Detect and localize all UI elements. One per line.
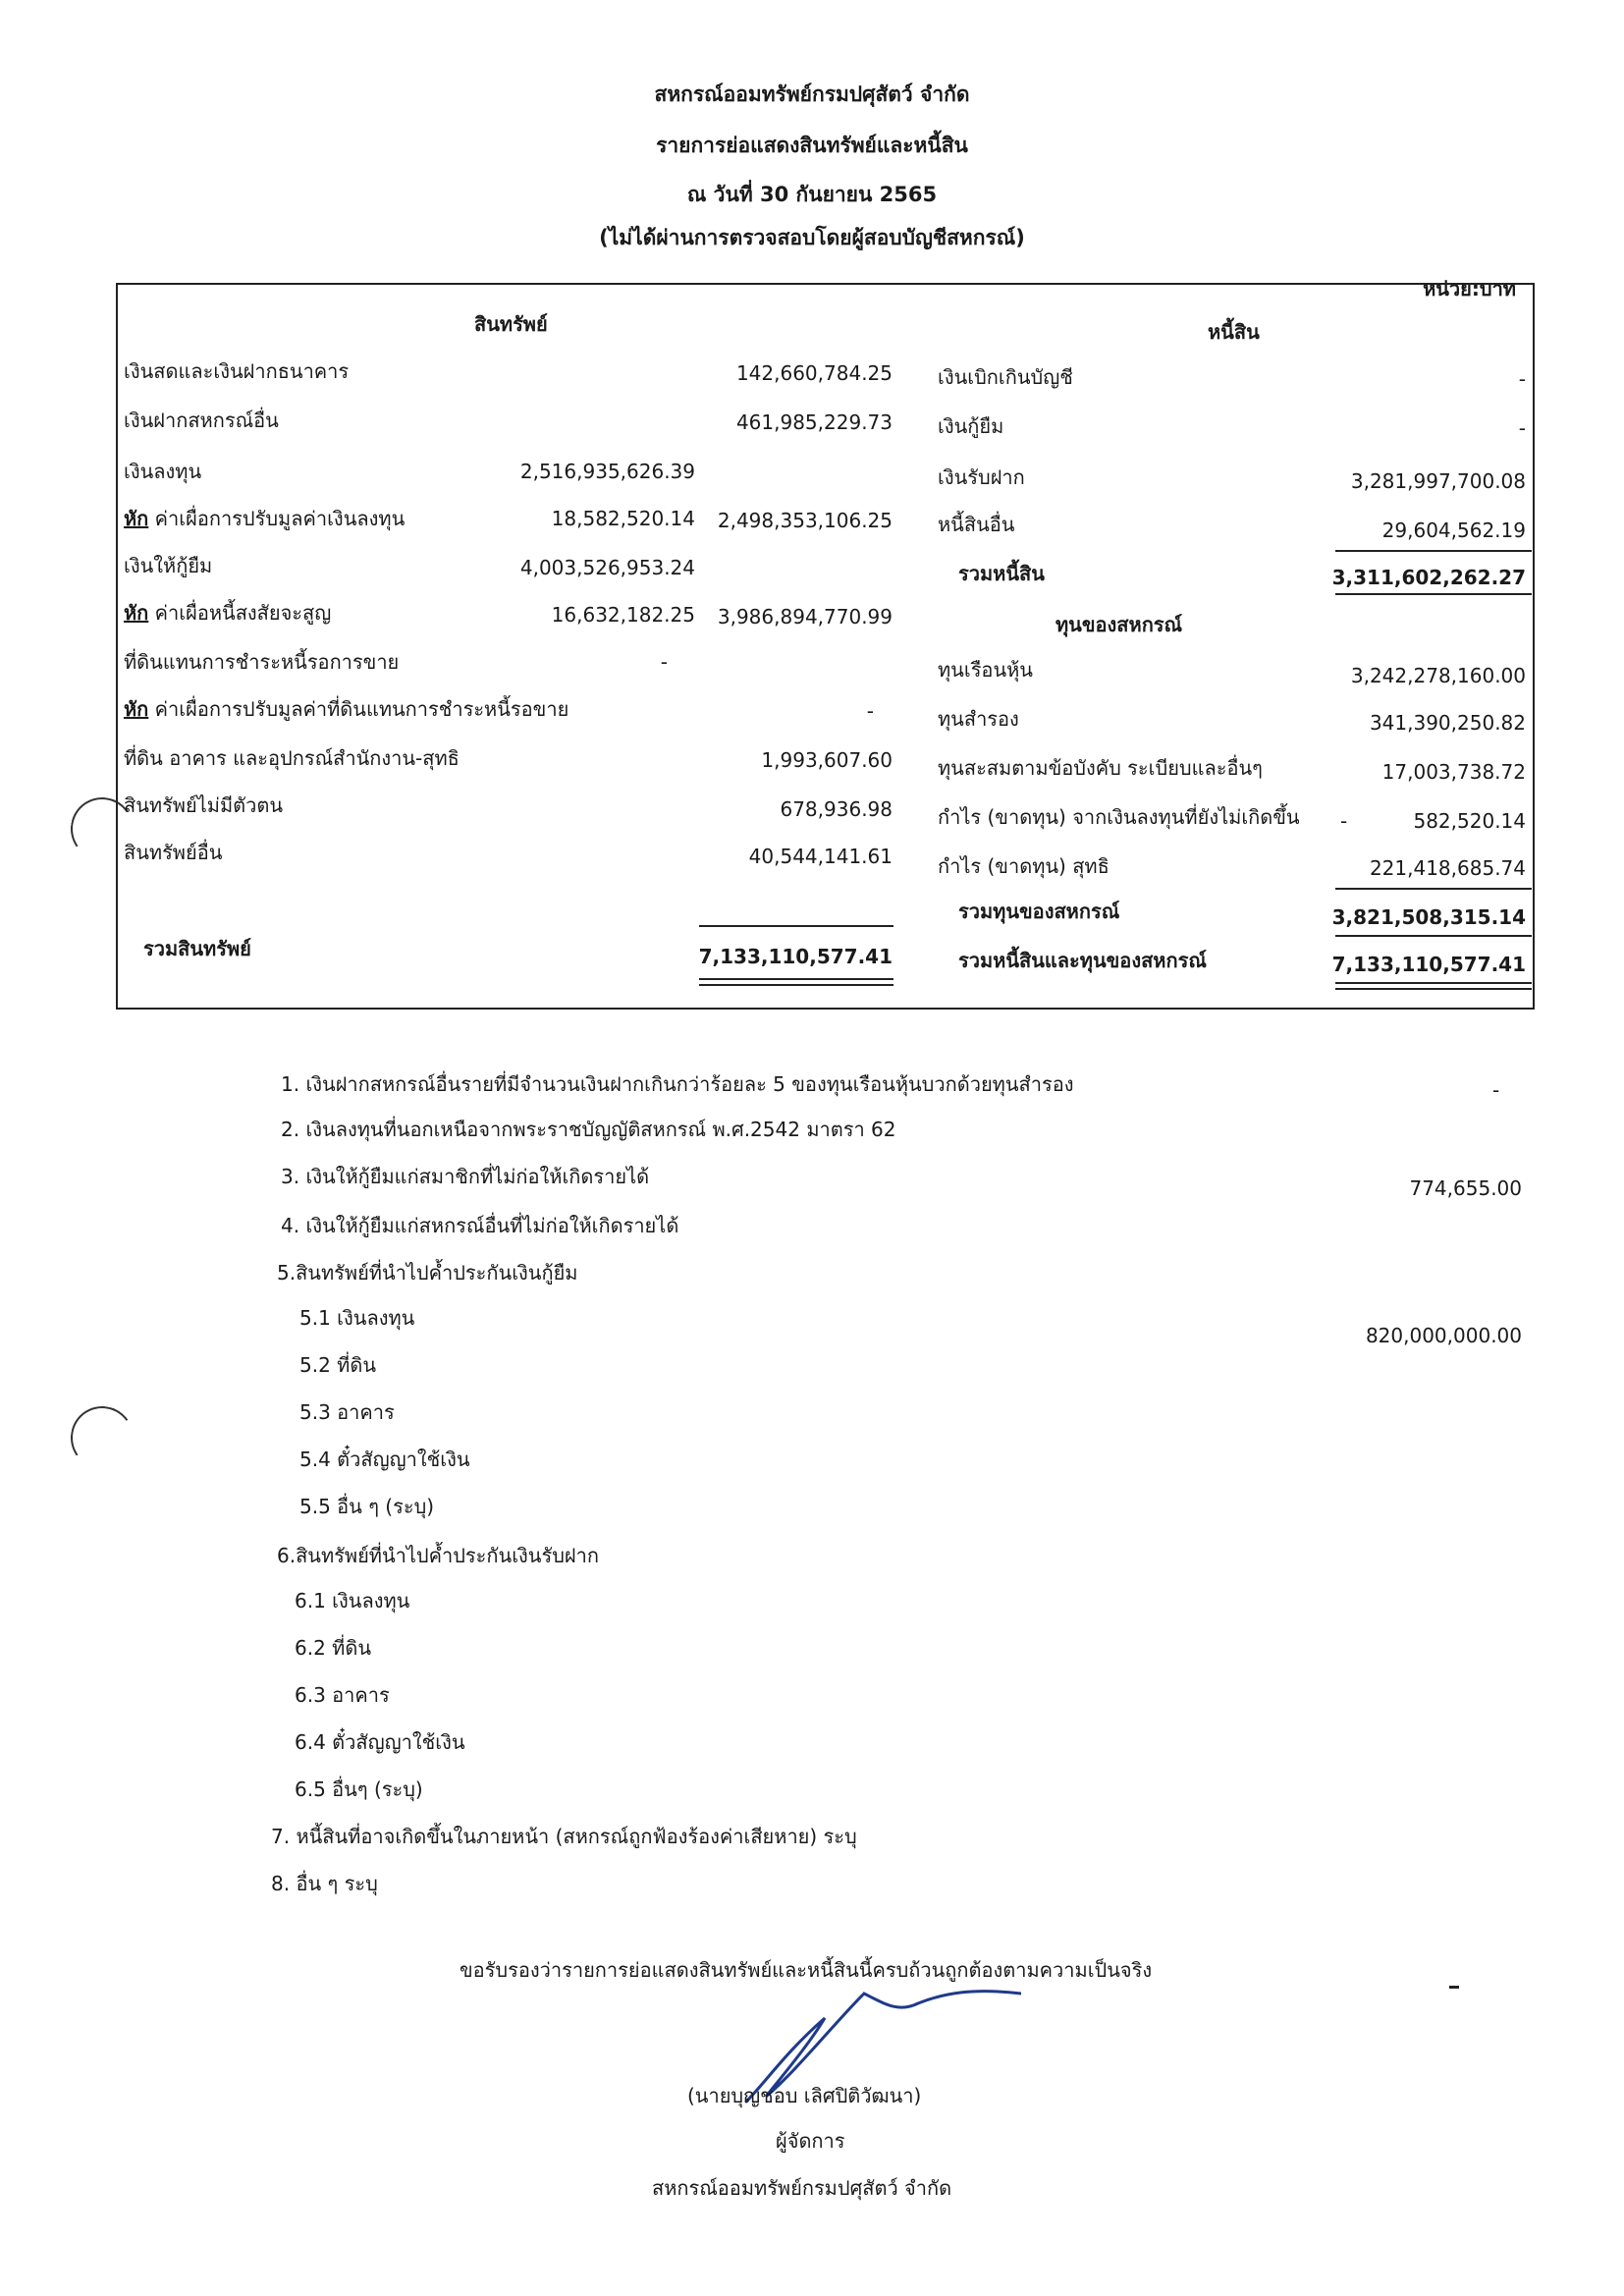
note-4: 4. เงินให้กู้ยืมแก่สหกรณ์อื่นที่ไม่ก่อให้เกิดรายได้ bbox=[281, 1214, 679, 1237]
investment-adj-row bbox=[124, 503, 405, 534]
loans-gross: 4,003,526,953.24 bbox=[519, 556, 695, 579]
punch-hole-bottom bbox=[66, 1401, 138, 1474]
borrowing-value: - bbox=[1518, 416, 1526, 440]
accum-label: ทุนสะสมตามข้อบังคับ ระเบียบและอื่นๆ bbox=[938, 756, 1263, 780]
reserve-label: ทุนสำรอง bbox=[938, 707, 1019, 731]
other-assets-label: สินทรัพย์อื่น bbox=[124, 841, 223, 864]
assets-total-underline bbox=[699, 978, 893, 986]
note-5-4: 5.4 ตั๋วสัญญาใช้เงิน bbox=[299, 1448, 470, 1471]
investment-adj-label: ค่าเผื่อการปรับมูลค่าเงินลงทุน bbox=[154, 507, 406, 530]
coop-deposit-value: 461,985,229.73 bbox=[735, 410, 893, 434]
doubtful-value: 16,632,182.25 bbox=[551, 603, 695, 627]
foreclosed-adj-label: ค่าเผื่อการปรับมูลค่าที่ดินแทนการชำระหนี้รอขาย bbox=[154, 697, 569, 721]
assets-total-value: 7,133,110,577.41 bbox=[698, 945, 893, 968]
investment-gross: 2,516,935,626.39 bbox=[519, 460, 695, 483]
reserve-value: 341,390,250.82 bbox=[1369, 711, 1526, 735]
intangible-label: สินทรัพย์ไม่มีตัวตน bbox=[124, 793, 284, 817]
unrealized-value: 582,520.14 bbox=[1413, 809, 1526, 833]
deposits-value: 3,281,997,700.08 bbox=[1350, 469, 1526, 493]
foreclosed-value: - bbox=[660, 650, 668, 674]
unrealized-sign: - bbox=[1340, 809, 1348, 833]
liab-total-value: 3,311,602,262.27 bbox=[1331, 566, 1526, 589]
net-profit-value: 221,418,685.74 bbox=[1369, 856, 1526, 880]
liab-total-underline bbox=[1335, 593, 1532, 595]
cash-label: เงินสดและเงินฝากธนาคาร bbox=[124, 359, 350, 383]
note-6-5: 6.5 อื่นๆ (ระบุ) bbox=[295, 1777, 423, 1801]
org-title: สหกรณ์ออมทรัพย์กรมปศุสัตว์ จำกัด bbox=[654, 82, 970, 106]
note-1-value: - bbox=[1492, 1078, 1500, 1102]
cash-value: 142,660,784.25 bbox=[735, 361, 893, 385]
equity-total-label: รวมทุนของสหกรณ์ bbox=[958, 900, 1120, 923]
note-5-2: 5.2 ที่ดิน bbox=[299, 1353, 377, 1377]
loans-label: เงินให้กู้ยืม bbox=[124, 554, 213, 577]
note-6-3: 6.3 อาคาร bbox=[295, 1683, 390, 1707]
assets-heading: สินทรัพย์ bbox=[474, 312, 548, 336]
certification-statement: ขอรับรองว่ารายการย่อแสดงสินทรัพย์และหนี้สินนี้ครบถ้วนถูกต้องตามความเป็นจริง bbox=[460, 1958, 1153, 1982]
overdraft-value: - bbox=[1518, 367, 1526, 391]
investment-adj-value: 18,582,520.14 bbox=[551, 507, 695, 530]
unit-label: หน่วย:บาท bbox=[1423, 277, 1516, 301]
note-5-5: 5.5 อื่น ๆ (ระบุ) bbox=[299, 1495, 435, 1518]
foreclosed-adj-row bbox=[124, 693, 568, 725]
foreclosed-label: ที่ดินแทนการชำระหนี้รอการขาย bbox=[124, 650, 400, 674]
foreclosed-adj-value: - bbox=[866, 699, 874, 723]
grand-total-underline bbox=[1335, 982, 1532, 990]
net-profit-label: กำไร (ขาดทุน) สุทธิ bbox=[938, 854, 1110, 878]
doubtful-label: ค่าเผื่อหนี้สงสัยจะสูญ bbox=[154, 601, 332, 625]
dash-mark bbox=[1449, 1986, 1459, 1989]
liab-total-label: รวมหนี้สิน bbox=[958, 562, 1045, 585]
note-2: 2. เงินลงทุนที่นอกเหนือจากพระราชบัญญัติสหกรณ์ พ.ศ.2542 มาตรา 62 bbox=[281, 1118, 896, 1141]
note-5: 5.สินทรัพย์ที่นำไปค้ำประกันเงินกู้ยืม bbox=[277, 1261, 578, 1285]
less-label: หัก bbox=[124, 697, 149, 721]
liab-total-topline bbox=[1335, 550, 1532, 552]
note-6-2: 6.2 ที่ดิน bbox=[295, 1636, 372, 1660]
equity-total-underline bbox=[1335, 935, 1532, 937]
signer-name: (นายบุญชอบ เลิศปิติวัฒนา) bbox=[687, 2084, 922, 2107]
note-3: 3. เงินให้กู้ยืมแก่สมาชิกที่ไม่ก่อให้เกิดรายได้ bbox=[281, 1165, 650, 1188]
accum-value: 17,003,738.72 bbox=[1381, 760, 1526, 784]
other-assets-value: 40,544,141.61 bbox=[748, 845, 893, 868]
note-3-value: 774,655.00 bbox=[1409, 1176, 1522, 1200]
note-6-4: 6.4 ตั๋วสัญญาใช้เงิน bbox=[295, 1730, 465, 1754]
signer-position: ผู้จัดการ bbox=[776, 2129, 845, 2153]
other-liab-value: 29,604,562.19 bbox=[1381, 519, 1526, 542]
note-1: 1. เงินฝากสหกรณ์อื่นรายที่มีจำนวนเงินฝากเกินกว่าร้อยละ 5 ของทุนเรือนหุ้นบวกด้วยทุนสำรอง bbox=[281, 1072, 1074, 1096]
intangible-value: 678,936.98 bbox=[780, 797, 893, 821]
deposits-label: เงินรับฝาก bbox=[938, 465, 1025, 489]
other-liab-label: หนี้สินอื่น bbox=[938, 513, 1015, 536]
less-label: หัก bbox=[124, 507, 149, 530]
audit-note: (ไม่ได้ผ่านการตรวจสอบโดยผู้สอบบัญชีสหกรณ์) bbox=[599, 226, 1025, 249]
equity-total-topline bbox=[1335, 888, 1532, 890]
assets-total-topline bbox=[699, 925, 893, 927]
equity-total-value: 3,821,508,315.14 bbox=[1331, 905, 1526, 929]
share-value: 3,242,278,160.00 bbox=[1350, 664, 1526, 687]
ppe-label: ที่ดิน อาคาร และอุปกรณ์สำนักงาน-สุทธิ bbox=[124, 746, 460, 770]
doubtful-row bbox=[124, 597, 331, 629]
overdraft-label: เงินเบิกเกินบัญชี bbox=[938, 365, 1073, 389]
ppe-value: 1,993,607.60 bbox=[761, 748, 893, 772]
unrealized-label: กำไร (ขาดทุน) จากเงินลงทุนที่ยังไม่เกิดขึ้น bbox=[938, 805, 1300, 829]
grand-total-value: 7,133,110,577.41 bbox=[1331, 953, 1526, 976]
report-title: รายการย่อแสดงสินทรัพย์และหนี้สิน bbox=[656, 134, 968, 157]
investment-net: 2,498,353,106.25 bbox=[717, 509, 893, 532]
liabilities-heading: หนี้สิน bbox=[1208, 320, 1260, 344]
investment-label: เงินลงทุน bbox=[124, 460, 202, 483]
coop-deposit-label: เงินฝากสหกรณ์อื่น bbox=[124, 409, 279, 432]
note-5-1-value: 820,000,000.00 bbox=[1365, 1324, 1522, 1347]
note-6-1: 6.1 เงินลงทุน bbox=[295, 1589, 410, 1613]
loans-net: 3,986,894,770.99 bbox=[717, 605, 893, 629]
equity-heading: ทุนของสหกรณ์ bbox=[1056, 613, 1183, 636]
less-label: หัก bbox=[124, 601, 149, 625]
note-8: 8. อื่น ๆ ระบุ bbox=[271, 1872, 378, 1895]
share-label: ทุนเรือนหุ้น bbox=[938, 658, 1033, 682]
report-date: ณ วันที่ 30 กันยายน 2565 bbox=[686, 183, 938, 206]
borrowing-label: เงินกู้ยืม bbox=[938, 414, 1004, 438]
grand-total-label: รวมหนี้สินและทุนของสหกรณ์ bbox=[958, 949, 1207, 972]
note-7: 7. หนี้สินที่อาจเกิดขึ้นในภายหน้า (สหกรณ์ถูกฟ้องร้องค่าเสียหาย) ระบุ bbox=[271, 1825, 857, 1848]
assets-total-label: รวมสินทรัพย์ bbox=[143, 937, 251, 960]
signer-org: สหกรณ์ออมทรัพย์กรมปศุสัตว์ จำกัด bbox=[652, 2176, 952, 2200]
note-5-3: 5.3 อาคาร bbox=[299, 1400, 395, 1424]
note-5-1: 5.1 เงินลงทุน bbox=[299, 1306, 415, 1330]
note-6: 6.สินทรัพย์ที่นำไปค้ำประกันเงินรับฝาก bbox=[277, 1544, 599, 1567]
